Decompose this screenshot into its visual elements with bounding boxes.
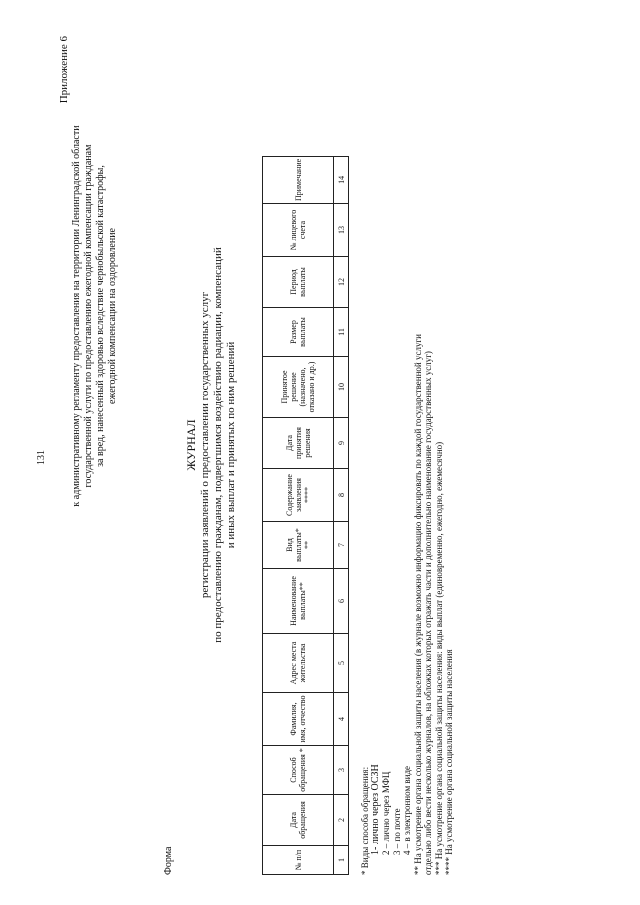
- column-header: № лицевого счета: [263, 204, 334, 257]
- column-number: 7: [334, 522, 349, 569]
- journal-heading: [185, 205, 238, 685]
- column-number: 11: [334, 308, 349, 357]
- footnote-line: 4 – в электронном виде: [402, 765, 412, 855]
- footnote-line: **** На усмотрение органа социальной защиты населения: [444, 649, 454, 875]
- appendix-line: государственной услуги по предоставлению ежегодной компенсации гражданам: [83, 144, 94, 488]
- footnote-line: 3 – по почте: [391, 808, 402, 855]
- journal-title: ЖУРНАЛ: [184, 419, 198, 471]
- journal-subtitle-line: регистрации заявлений о предоставлении государственных услуг: [199, 291, 211, 599]
- appendix-line: ежегодной компенсации на оздоровление: [107, 228, 118, 405]
- column-number: 5: [334, 634, 349, 693]
- footnote-line: ** На усмотрение органа социальной защиты населения (в журнале возможно информацию фиксировать по каждой государственной услуги: [412, 334, 423, 875]
- appendix-line: за вред, нанесенный здоровью вследствие чернобыльской катастрофы,: [95, 165, 106, 467]
- column-number: 14: [334, 156, 349, 203]
- column-number: 8: [334, 469, 349, 522]
- column-header: Принятое решение (назначено, отказано и др.): [263, 357, 334, 418]
- column-header: Вид выплаты* **: [263, 522, 334, 569]
- page-number: 131: [36, 450, 47, 465]
- column-header: Способ обращения *: [263, 746, 334, 795]
- column-number: 1: [334, 846, 349, 875]
- column-header: Период выплаты: [263, 257, 334, 308]
- footnotes: [360, 45, 455, 875]
- column-header: Размер выплаты: [263, 308, 334, 357]
- footnote-line: отдельно либо вести несколько журналов, на обложках которых отражать части и дополнительно наименование государственных услуг): [423, 351, 433, 875]
- column-number: 4: [334, 693, 349, 746]
- column-number: 2: [334, 795, 349, 846]
- column-number: 3: [334, 746, 349, 795]
- column-number-row: [334, 156, 349, 874]
- column-header: Примечание: [263, 156, 334, 203]
- column-header: № п/п: [263, 846, 334, 875]
- journal-subtitle-line: и иных выплат и принятых по ним решений: [225, 341, 237, 549]
- table-header-row: [263, 156, 334, 874]
- column-number: 10: [334, 357, 349, 418]
- footnote-line: 1- лично через ОСЗН: [369, 764, 381, 855]
- column-header: Адрес места жительства: [263, 634, 334, 693]
- footnote-line: 2 – лично через МФЦ: [381, 771, 391, 855]
- column-number: 6: [334, 569, 349, 634]
- column-header: Наименование выплаты**: [263, 569, 334, 634]
- column-header: Дата принятия решения: [263, 418, 334, 469]
- appendix-header: [58, 36, 119, 596]
- column-header: Дата обращения: [263, 795, 334, 846]
- column-number: 12: [334, 257, 349, 308]
- column-header: Содержание заявления ****: [263, 469, 334, 522]
- journal-table: [262, 156, 349, 875]
- journal-subtitle-line: по предоставлению гражданам, подвергшимся воздействию радиации, компенсаций: [212, 247, 224, 643]
- appendix-line: к административному регламенту предоставления на территории Ленинградской области: [71, 125, 82, 507]
- column-header: Фамилия, имя, отчество: [263, 693, 334, 746]
- column-number: 9: [334, 418, 349, 469]
- footnote-line: * Виды способа обращения:: [360, 766, 370, 875]
- column-number: 13: [334, 204, 349, 257]
- footnote-line: *** На усмотрение органа социальной защиты населения: виды выплат (единовременно, ежегодно, ежемесячно): [433, 441, 444, 875]
- form-label: Форма: [163, 846, 174, 875]
- appendix-title: Приложение 6: [58, 36, 70, 104]
